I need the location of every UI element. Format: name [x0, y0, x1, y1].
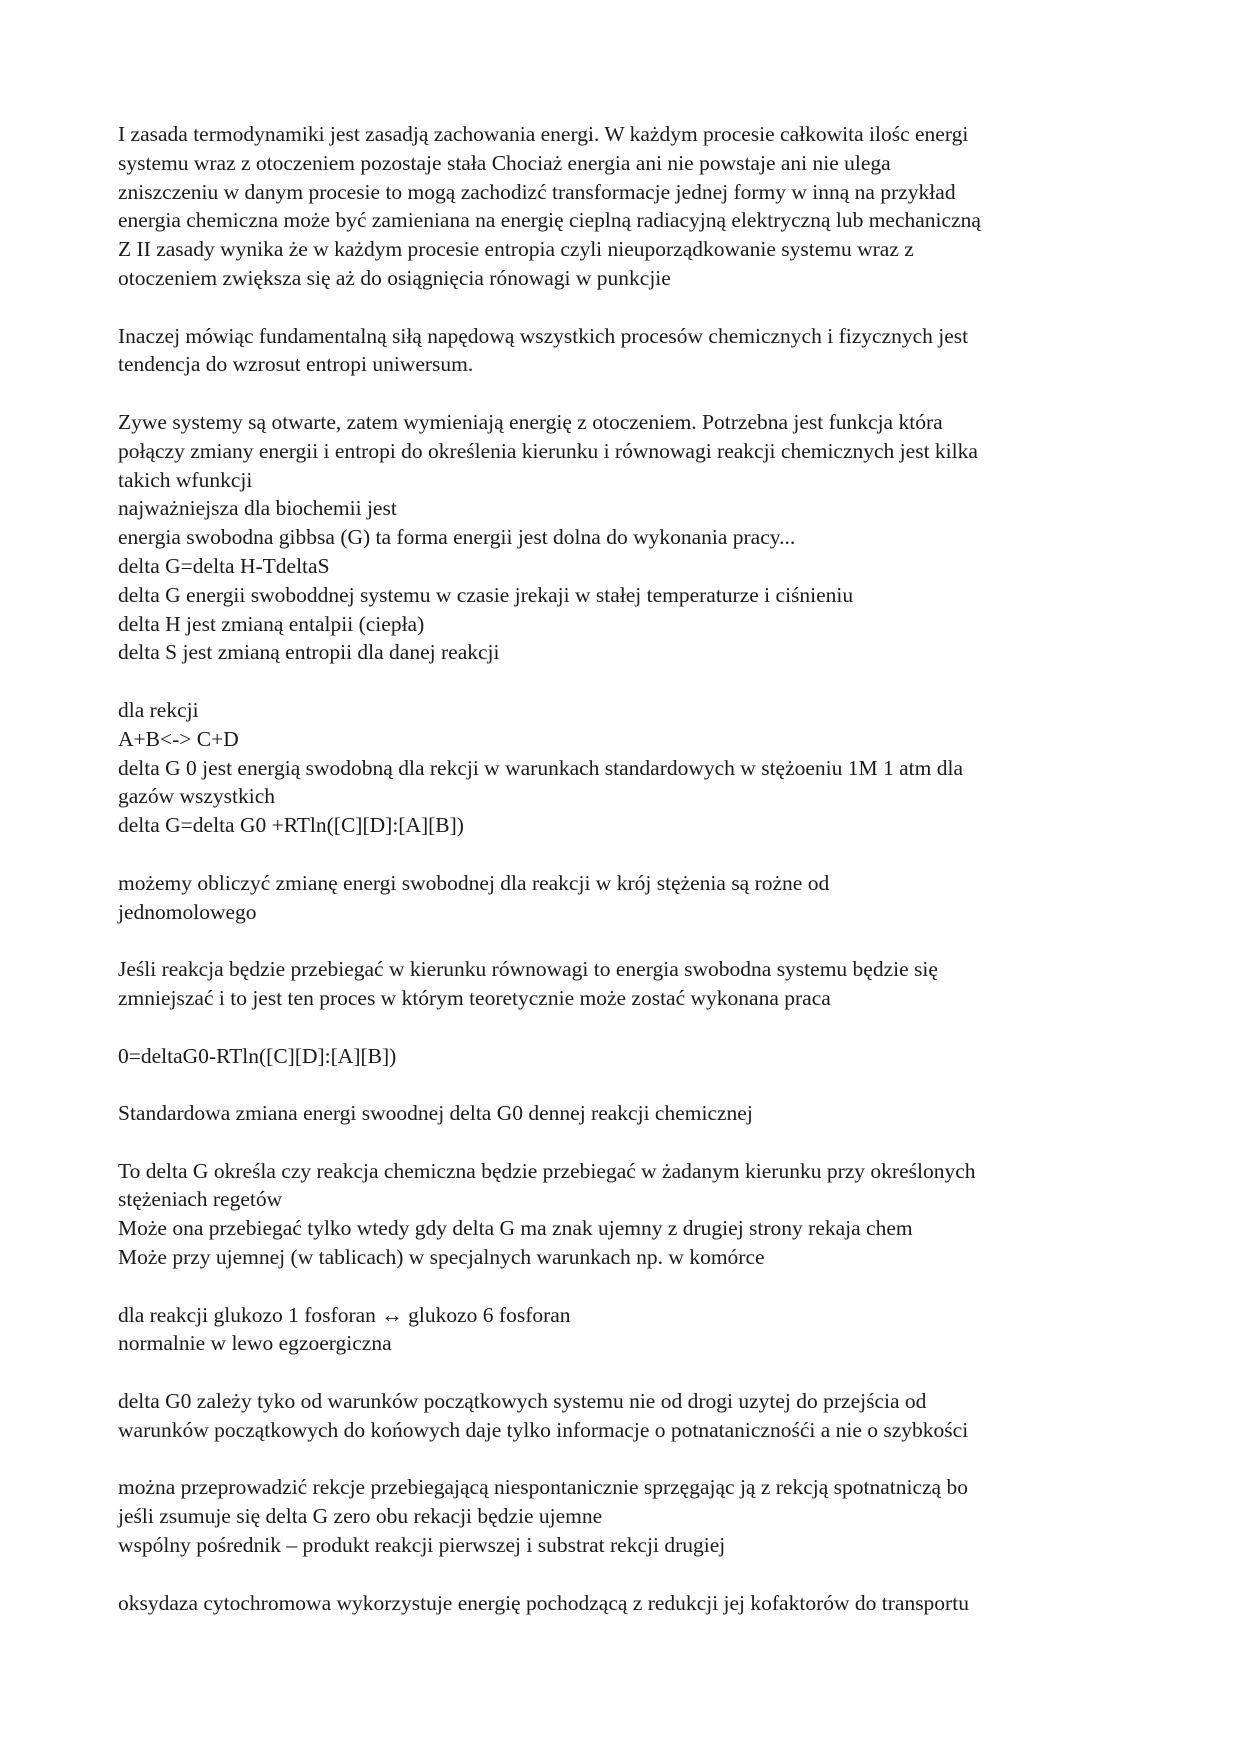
- text-line: delta G=delta G0 +RTln([C][D]:[A][B]): [118, 813, 464, 838]
- text-line: systemu wraz z otoczeniem pozostaje stała Chociaż energia ani nie powstaje ani nie ulega: [118, 150, 891, 175]
- text-line: wspólny pośrednik – produkt reakcji pierwszej i substrat rekcji drugiej: [118, 1533, 726, 1558]
- text-line: jednomolowego: [118, 899, 257, 924]
- text-line: A+B<-> C+D: [118, 726, 239, 751]
- text-line: Z II zasady wynika że w każdym procesie entropia czyli nieuporządkowanie systemu wraz z: [118, 237, 914, 262]
- text-line: normalnie w lewo egzoergiczna: [118, 1331, 392, 1356]
- text-line: delta G energii swoboddnej systemu w czasie jrekaji w stałej temperaturze i ciśnieniu: [118, 582, 854, 607]
- text-line: I zasada termodynamiki jest zasadją zachowania energi. W każdym procesie całkowita ilośc energi: [118, 122, 969, 146]
- paragraph: [118, 120, 1128, 293]
- text-line: delta S jest zmianą entropii dla danej reakcji: [118, 640, 500, 665]
- text-line: zniszczeniu w danym procesie to mogą zachodizć transformacje jednej formy w inną na przykład: [118, 179, 956, 204]
- paragraph: [118, 322, 1128, 380]
- text-line: oksydaza cytochromowa wykorzystuje energię pochodzącą z redukcji jej kofaktorów do transportu: [118, 1590, 969, 1615]
- document-body: [118, 120, 1128, 1646]
- text-line: 0=deltaG0-RTln([C][D]:[A][B]): [118, 1043, 397, 1068]
- paragraph: [118, 1042, 1128, 1071]
- text-line: stężeniach regetów: [118, 1187, 283, 1212]
- paragraph: [118, 1387, 1128, 1445]
- text-line: Inaczej mówiąc fundamentalną siłą napędową wszystkich procesów chemicznych i fizycznych jest: [118, 323, 969, 348]
- text-line: otoczeniem zwiększa się aż do osiągnięcia rónowagi w punkcjie: [118, 265, 671, 290]
- paragraph: [118, 1473, 1128, 1559]
- text-line: delta G0 zależy tyko od warunków początkowych systemu nie od drogi uzytej do przejścia od: [118, 1389, 927, 1414]
- text-line: Zywe systemy są otwarte, zatem wymieniają energię z otoczeniem. Potrzebna jest funkcja która: [118, 409, 943, 434]
- paragraph: [118, 1301, 1128, 1359]
- text-line: dla reakcji glukozo 1 fosforan ↔ glukozo 6 fosforan: [118, 1302, 571, 1327]
- text-line: delta G 0 jest energią swodobną dla rekcji w warunkach standardowych w stężoeniu 1M 1 atm dla: [118, 755, 964, 780]
- text-line: tendencja do wzrosut entropi uniwersum.: [118, 352, 474, 377]
- text-line: Może przy ujemnej (w tablicach) w specjalnych warunkach np. w komórce: [118, 1245, 765, 1270]
- text-line: gazów wszystkich: [118, 784, 276, 809]
- text-line: delta G=delta H-TdeltaS: [118, 553, 330, 578]
- paragraph: [118, 955, 1128, 1013]
- text-line: energia chemiczna może być zamieniana na energię cieplną radiacyjną elektryczną lub mechaniczną: [118, 208, 981, 233]
- text-line: można przeprowadzić rekcje przebiegającą niespontanicznie sprzęgając ją z rekcją spotnatniczą bo: [118, 1475, 968, 1500]
- paragraph: [118, 1589, 1128, 1618]
- text-line: połączy zmiany energii i entropi do określenia kierunku i równowagi reakcji chemicznych jest kilka: [118, 438, 978, 463]
- text-line: delta H jest zmianą entalpii (ciepła): [118, 611, 425, 636]
- paragraph: [118, 696, 1128, 840]
- text-line: dla rekcji: [118, 697, 199, 722]
- paragraph: [118, 408, 1128, 667]
- text-line: energia swobodna gibbsa (G) ta forma energii jest dolna do wykonania pracy...: [118, 525, 796, 550]
- text-line: To delta G określa czy reakcja chemiczna będzie przebiegać w żadanym kierunku przy określonych: [118, 1158, 976, 1183]
- text-line: najważniejsza dla biochemii jest: [118, 496, 397, 521]
- paragraph: [118, 869, 1128, 927]
- text-line: zmniejszać i to jest ten proces w którym teoretycznie może zostać wykonana praca: [118, 985, 831, 1010]
- text-line: możemy obliczyć zmianę energi swobodnej dla reakcji w krój stężenia są rożne od: [118, 870, 830, 895]
- text-line: takich wfunkcji: [118, 467, 253, 492]
- text-line: Standardowa zmiana energi swoodnej delta G0 dennej reakcji chemicznej: [118, 1101, 753, 1126]
- text-line: Może ona przebiegać tylko wtedy gdy delta G ma znak ujemny z drugiej strony rekaja chem: [118, 1216, 913, 1241]
- text-line: jeśli zsumuje się delta G zero obu rekacji będzie ujemne: [118, 1504, 603, 1529]
- text-line: Jeśli reakcja będzie przebiegać w kierunku równowagi to energia swobodna systemu będzie się: [118, 957, 938, 982]
- text-line: warunków początkowych do końowych daje tylko informacje o potnatanicznośći a nie o szybkości: [118, 1417, 969, 1442]
- paragraph: [118, 1157, 1128, 1272]
- paragraph: [118, 1099, 1128, 1128]
